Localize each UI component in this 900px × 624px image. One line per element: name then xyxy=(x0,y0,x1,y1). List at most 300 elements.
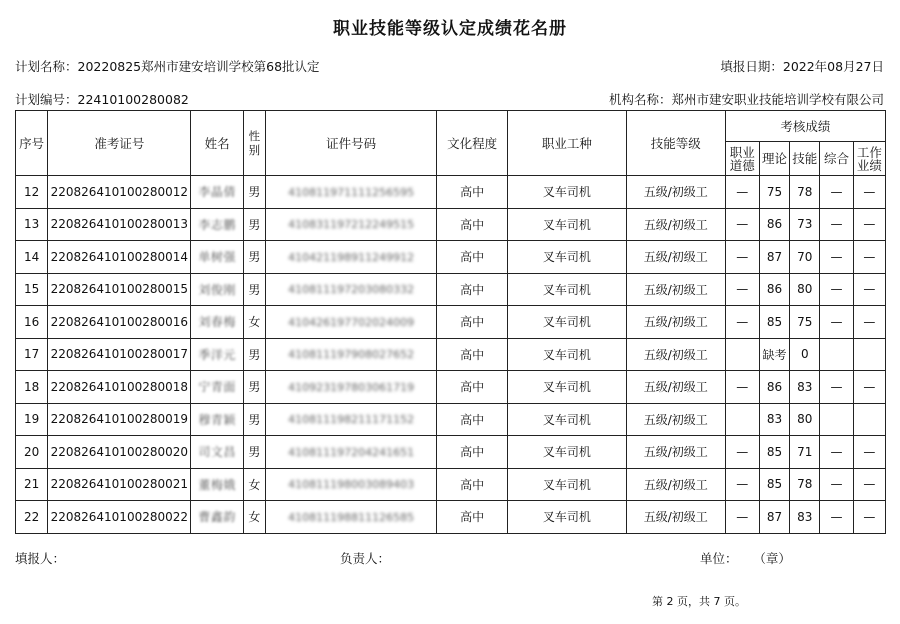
cell-work xyxy=(853,338,885,371)
cell-work xyxy=(853,208,885,241)
cell-overall xyxy=(820,273,853,306)
cell-seq xyxy=(16,501,48,534)
cell-name-text: 董梅娥 xyxy=(198,477,236,492)
cell-level xyxy=(626,273,725,306)
cell-level xyxy=(626,241,725,274)
cell-name-text: 李晶倩 xyxy=(198,185,236,200)
cell-overall-text: — xyxy=(830,249,843,264)
cell-work-text: — xyxy=(863,444,876,459)
cell-exam-no-text: 220826410100280013 xyxy=(50,217,189,232)
table-row xyxy=(16,241,886,274)
cell-id-no-text: 410811197203080332 xyxy=(288,283,415,297)
cell-theory xyxy=(759,468,789,501)
cell-level-text: 五级/初级工 xyxy=(643,250,708,265)
cell-overall xyxy=(820,436,853,469)
cell-education xyxy=(437,371,508,404)
cell-overall-text: — xyxy=(830,184,843,199)
cell-exam-no-text: 220826410100280018 xyxy=(50,379,189,394)
cell-seq xyxy=(16,208,48,241)
cell-exam-no xyxy=(48,338,191,371)
cell-exam-no-text: 220826410100280020 xyxy=(50,444,189,459)
filler-label: 填报人： xyxy=(15,551,66,566)
cell-id-no-text: 410923197803061719 xyxy=(288,380,415,394)
cell-occupation xyxy=(507,338,626,371)
cell-gender xyxy=(243,208,265,241)
table-row xyxy=(16,176,886,209)
cell-id-no-text: 410811198811126585 xyxy=(288,510,415,524)
cell-education-text: 高中 xyxy=(460,445,485,460)
cell-work-text: — xyxy=(863,477,876,492)
cell-id-no-text: 410811971111256595 xyxy=(288,185,415,199)
cell-seq xyxy=(16,371,48,404)
cell-education-text: 高中 xyxy=(460,412,485,427)
cell-theory xyxy=(759,371,789,404)
cell-gender-text: 男 xyxy=(248,185,261,200)
cell-education-text: 高中 xyxy=(460,282,485,297)
header-theory: 理论 xyxy=(759,142,789,176)
unit-line xyxy=(700,549,791,567)
cell-exam-no xyxy=(48,176,191,209)
cell-level-text: 五级/初级工 xyxy=(643,445,708,460)
cell-exam-no-text: 220826410100280021 xyxy=(50,477,189,492)
cell-skill xyxy=(790,208,820,241)
cell-ethics-text: — xyxy=(736,444,749,459)
cell-gender-text: 男 xyxy=(248,250,261,265)
header-name: 姓名 xyxy=(191,111,243,176)
cell-gender-text: 女 xyxy=(248,477,261,492)
cell-overall-text: — xyxy=(830,217,843,232)
cell-exam-no xyxy=(48,371,191,404)
cell-skill-text: 83 xyxy=(797,509,813,524)
cell-name xyxy=(191,176,243,209)
cell-occupation xyxy=(507,306,626,339)
cell-level xyxy=(626,338,725,371)
cell-gender xyxy=(243,501,265,534)
cell-level xyxy=(626,176,725,209)
cell-education-text: 高中 xyxy=(460,477,485,492)
report-date-label: 填报日期： xyxy=(720,59,783,74)
cell-seq-text: 15 xyxy=(23,282,40,297)
cell-ethics-text: — xyxy=(736,217,749,232)
unit-label: 单位： xyxy=(700,551,738,566)
cell-education xyxy=(437,501,508,534)
cell-name xyxy=(191,273,243,306)
cell-education xyxy=(437,273,508,306)
page-number: 第 2 页，共 7 页。 xyxy=(652,595,746,608)
cell-skill xyxy=(790,241,820,274)
cell-name xyxy=(191,208,243,241)
header-exam-no: 准考证号 xyxy=(48,111,191,176)
cell-ethics xyxy=(725,176,759,209)
cell-occupation-text: 叉车司机 xyxy=(542,315,591,330)
cell-work-text: — xyxy=(863,314,876,329)
roster-body xyxy=(16,176,886,534)
header-education: 文化程度 xyxy=(437,111,508,176)
cell-seq xyxy=(16,403,48,436)
cell-gender xyxy=(243,436,265,469)
cell-occupation xyxy=(507,403,626,436)
cell-education xyxy=(437,468,508,501)
cell-name xyxy=(191,241,243,274)
cell-overall-text: — xyxy=(830,314,843,329)
cell-name xyxy=(191,403,243,436)
cell-seq-text: 19 xyxy=(23,412,40,427)
cell-theory-text: 87 xyxy=(766,509,783,524)
cell-name-text: 宁青面 xyxy=(198,380,236,395)
cell-work xyxy=(853,371,885,404)
cell-occupation-text: 叉车司机 xyxy=(542,477,591,492)
cell-gender-text: 男 xyxy=(248,347,261,362)
cell-ethics-text: — xyxy=(736,184,749,199)
cell-overall xyxy=(820,208,853,241)
cell-skill-text: 75 xyxy=(797,314,813,329)
cell-name xyxy=(191,468,243,501)
header-work: 工作业绩 xyxy=(853,142,885,176)
cell-skill xyxy=(790,306,820,339)
cell-id-no-text: 410831197212249515 xyxy=(288,218,415,232)
cell-occupation-text: 叉车司机 xyxy=(542,380,591,395)
plan-no-value: 22410100280082 xyxy=(77,92,189,107)
cell-id-no xyxy=(265,241,436,274)
header-level: 技能等级 xyxy=(626,111,725,176)
cell-gender-text: 男 xyxy=(248,380,261,395)
header-overall: 综合 xyxy=(820,142,853,176)
cell-occupation-text: 叉车司机 xyxy=(542,510,591,525)
cell-id-no-text: 410811197908027652 xyxy=(288,348,415,362)
header-skill: 技能 xyxy=(790,142,820,176)
cell-theory xyxy=(759,338,789,371)
cell-overall-text: — xyxy=(830,282,843,297)
cell-work xyxy=(853,501,885,534)
cell-occupation xyxy=(507,371,626,404)
cell-education-text: 高中 xyxy=(460,510,485,525)
table-row xyxy=(16,371,886,404)
cell-gender xyxy=(243,468,265,501)
cell-id-no-text: 410426197702024009 xyxy=(288,315,415,329)
cell-ethics-text: — xyxy=(736,509,749,524)
cell-seq xyxy=(16,176,48,209)
org-name-line xyxy=(609,90,884,108)
cell-skill xyxy=(790,338,820,371)
cell-level-text: 五级/初级工 xyxy=(643,477,708,492)
cell-theory xyxy=(759,436,789,469)
cell-education xyxy=(437,208,508,241)
cell-name xyxy=(191,338,243,371)
cell-education xyxy=(437,403,508,436)
cell-ethics-text: — xyxy=(736,249,749,264)
cell-occupation-text: 叉车司机 xyxy=(542,347,591,362)
cell-skill xyxy=(790,403,820,436)
cell-skill-text: 73 xyxy=(797,217,813,232)
table-row xyxy=(16,468,886,501)
cell-overall xyxy=(820,371,853,404)
cell-level-text: 五级/初级工 xyxy=(643,315,708,330)
cell-name-text: 曹鑫韵 xyxy=(198,510,236,525)
cell-occupation-text: 叉车司机 xyxy=(542,412,591,427)
cell-seq xyxy=(16,468,48,501)
cell-level-text: 五级/初级工 xyxy=(643,347,708,362)
cell-id-no-text: 410811198211171152 xyxy=(288,413,415,427)
cell-exam-no xyxy=(48,208,191,241)
header-occupation: 职业工种 xyxy=(507,111,626,176)
cell-id-no xyxy=(265,501,436,534)
cell-seq xyxy=(16,306,48,339)
cell-skill-text: 83 xyxy=(797,379,813,394)
cell-gender-text: 男 xyxy=(248,217,261,232)
cell-theory xyxy=(759,403,789,436)
cell-work xyxy=(853,241,885,274)
cell-ethics xyxy=(725,403,759,436)
cell-theory xyxy=(759,306,789,339)
cell-level xyxy=(626,306,725,339)
cell-ethics xyxy=(725,338,759,371)
plan-name-line xyxy=(15,57,320,75)
table-row xyxy=(16,208,886,241)
cell-skill xyxy=(790,273,820,306)
cell-id-no xyxy=(265,273,436,306)
cell-occupation-text: 叉车司机 xyxy=(542,445,591,460)
cell-work xyxy=(853,176,885,209)
cell-name xyxy=(191,501,243,534)
cell-seq-text: 20 xyxy=(23,444,40,459)
cell-education-text: 高中 xyxy=(460,380,485,395)
cell-name-text: 季洋元 xyxy=(198,347,236,362)
responsible-label: 负责人： xyxy=(340,551,391,566)
report-date-line xyxy=(720,57,884,75)
cell-occupation-text: 叉车司机 xyxy=(542,250,591,265)
cell-occupation-text: 叉车司机 xyxy=(542,217,591,232)
table-row xyxy=(16,273,886,306)
cell-level xyxy=(626,371,725,404)
cell-exam-no-text: 220826410100280017 xyxy=(50,347,189,362)
cell-theory-text: 83 xyxy=(766,412,783,427)
cell-name xyxy=(191,371,243,404)
cell-gender-text: 女 xyxy=(248,510,261,525)
cell-ethics xyxy=(725,241,759,274)
cell-theory xyxy=(759,208,789,241)
cell-education-text: 高中 xyxy=(460,217,485,232)
cell-name-text: 单树强 xyxy=(198,250,236,265)
cell-theory xyxy=(759,273,789,306)
cell-exam-no xyxy=(48,273,191,306)
cell-gender xyxy=(243,306,265,339)
cell-gender-text: 女 xyxy=(248,315,261,330)
cell-ethics xyxy=(725,436,759,469)
plan-no-line xyxy=(15,90,189,108)
cell-skill xyxy=(790,371,820,404)
cell-id-no xyxy=(265,403,436,436)
cell-id-no xyxy=(265,436,436,469)
cell-level-text: 五级/初级工 xyxy=(643,217,708,232)
cell-exam-no xyxy=(48,436,191,469)
cell-ethics xyxy=(725,208,759,241)
cell-level xyxy=(626,403,725,436)
cell-exam-no xyxy=(48,501,191,534)
cell-seq-text: 18 xyxy=(23,379,40,394)
cell-occupation xyxy=(507,468,626,501)
cell-level-text: 五级/初级工 xyxy=(643,380,708,395)
cell-exam-no-text: 220826410100280014 xyxy=(50,249,189,264)
cell-exam-no xyxy=(48,403,191,436)
cell-id-no xyxy=(265,208,436,241)
cell-id-no xyxy=(265,338,436,371)
page-title: 职业技能等级认定成绩花名册 xyxy=(333,19,567,39)
cell-seq xyxy=(16,273,48,306)
cell-skill-text: 70 xyxy=(797,249,813,264)
cell-overall xyxy=(820,468,853,501)
cell-ethics-text: — xyxy=(736,477,749,492)
cell-exam-no xyxy=(48,468,191,501)
cell-seq-text: 22 xyxy=(23,509,40,524)
cell-name-text: 司文昌 xyxy=(198,445,236,460)
cell-seq xyxy=(16,241,48,274)
cell-work-text: — xyxy=(863,249,876,264)
cell-occupation xyxy=(507,241,626,274)
cell-occupation xyxy=(507,436,626,469)
cell-skill-text: 80 xyxy=(797,412,813,427)
cell-level-text: 五级/初级工 xyxy=(643,510,708,525)
cell-ethics-text: — xyxy=(736,379,749,394)
cell-id-no xyxy=(265,176,436,209)
cell-overall xyxy=(820,338,853,371)
cell-overall-text: — xyxy=(830,444,843,459)
cell-work xyxy=(853,468,885,501)
cell-id-no xyxy=(265,306,436,339)
cell-theory-text: 85 xyxy=(766,477,783,492)
cell-theory xyxy=(759,501,789,534)
cell-level xyxy=(626,468,725,501)
cell-gender xyxy=(243,273,265,306)
cell-gender-text: 男 xyxy=(248,412,261,427)
cell-theory-text: 87 xyxy=(766,249,783,264)
header-ethics: 职业道德 xyxy=(725,142,759,176)
cell-education-text: 高中 xyxy=(460,185,485,200)
cell-id-no xyxy=(265,371,436,404)
cell-id-no-text: 410811197204241651 xyxy=(288,445,415,459)
cell-skill-text: 71 xyxy=(797,444,813,459)
cell-exam-no xyxy=(48,241,191,274)
cell-level xyxy=(626,208,725,241)
seal-label: （章） xyxy=(753,551,791,566)
cell-overall xyxy=(820,403,853,436)
report-date-value: 2022年08月27日 xyxy=(782,59,884,74)
cell-id-no-text: 410811198003089403 xyxy=(288,478,415,492)
score-roster-table xyxy=(15,110,886,534)
cell-gender xyxy=(243,371,265,404)
cell-education xyxy=(437,338,508,371)
cell-seq-text: 13 xyxy=(23,217,40,232)
cell-education xyxy=(437,306,508,339)
cell-skill xyxy=(790,468,820,501)
cell-skill-text: 78 xyxy=(797,477,813,492)
cell-level xyxy=(626,436,725,469)
cell-theory-text: 85 xyxy=(766,314,783,329)
cell-theory-text: 86 xyxy=(766,217,783,232)
cell-work xyxy=(853,273,885,306)
cell-seq-text: 21 xyxy=(23,477,40,492)
cell-occupation xyxy=(507,501,626,534)
cell-skill xyxy=(790,501,820,534)
cell-work xyxy=(853,306,885,339)
plan-no-label: 计划编号： xyxy=(15,92,78,107)
header-scores: 考核成绩 xyxy=(725,111,885,142)
cell-name-text: 李志鹏 xyxy=(198,217,236,232)
cell-level xyxy=(626,501,725,534)
cell-name xyxy=(191,436,243,469)
cell-theory-text: 75 xyxy=(766,184,783,199)
cell-name-text: 刘俊刚 xyxy=(198,282,236,297)
plan-name-value: 20220825郑州市建安培训学校第68批认定 xyxy=(77,59,320,74)
cell-overall xyxy=(820,241,853,274)
cell-seq-text: 17 xyxy=(23,347,40,362)
cell-ethics-text: — xyxy=(736,282,749,297)
cell-theory xyxy=(759,176,789,209)
cell-seq-text: 16 xyxy=(23,314,40,329)
header-gender: 性别 xyxy=(243,111,265,176)
cell-ethics xyxy=(725,273,759,306)
table-row xyxy=(16,338,886,371)
cell-overall-text: — xyxy=(830,379,843,394)
cell-work-text: — xyxy=(863,217,876,232)
cell-work xyxy=(853,436,885,469)
cell-level-text: 五级/初级工 xyxy=(643,282,708,297)
cell-education-text: 高中 xyxy=(460,347,485,362)
cell-work xyxy=(853,403,885,436)
cell-gender xyxy=(243,338,265,371)
cell-skill xyxy=(790,436,820,469)
cell-gender xyxy=(243,403,265,436)
cell-seq-text: 14 xyxy=(23,249,40,264)
cell-skill-text: 0 xyxy=(800,347,809,362)
cell-exam-no-text: 220826410100280012 xyxy=(50,184,189,199)
table-row xyxy=(16,501,886,534)
cell-exam-no xyxy=(48,306,191,339)
cell-seq-text: 12 xyxy=(23,184,40,199)
cell-theory-text: 缺考 xyxy=(762,347,787,362)
cell-ethics xyxy=(725,306,759,339)
cell-skill xyxy=(790,176,820,209)
cell-work-text: — xyxy=(863,184,876,199)
cell-ethics xyxy=(725,468,759,501)
cell-skill-text: 80 xyxy=(797,282,813,297)
cell-education xyxy=(437,241,508,274)
cell-id-no-text: 410421198911249912 xyxy=(288,250,415,264)
cell-exam-no-text: 220826410100280015 xyxy=(50,282,189,297)
cell-exam-no-text: 220826410100280016 xyxy=(50,314,189,329)
cell-theory-text: 85 xyxy=(766,444,783,459)
cell-ethics xyxy=(725,501,759,534)
org-name-value: 郑州市建安职业技能培训学校有限公司 xyxy=(671,92,884,107)
cell-overall-text: — xyxy=(830,509,843,524)
cell-ethics xyxy=(725,371,759,404)
cell-work-text: — xyxy=(863,282,876,297)
cell-gender-text: 男 xyxy=(248,445,261,460)
cell-level-text: 五级/初级工 xyxy=(643,412,708,427)
cell-occupation xyxy=(507,176,626,209)
cell-gender-text: 男 xyxy=(248,282,261,297)
cell-level-text: 五级/初级工 xyxy=(643,185,708,200)
cell-name-text: 穆青颖 xyxy=(198,412,236,427)
cell-gender xyxy=(243,176,265,209)
cell-seq xyxy=(16,436,48,469)
cell-occupation-text: 叉车司机 xyxy=(542,185,591,200)
cell-name-text: 刘春梅 xyxy=(198,315,236,330)
table-row xyxy=(16,306,886,339)
cell-overall xyxy=(820,501,853,534)
cell-id-no xyxy=(265,468,436,501)
cell-occupation xyxy=(507,208,626,241)
cell-education-text: 高中 xyxy=(460,250,485,265)
